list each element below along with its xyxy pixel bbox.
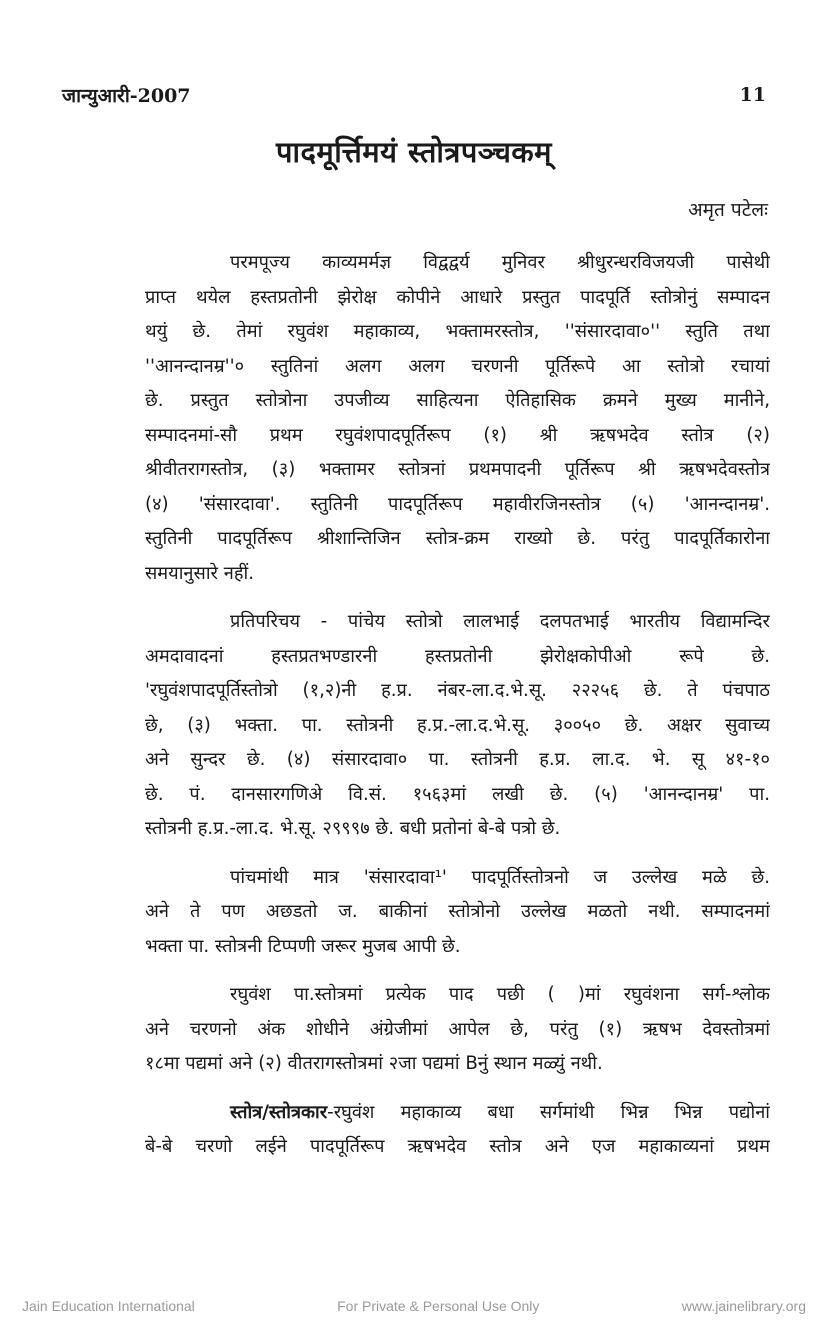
text-line	[60, 1096, 770, 1131]
section-lead-heading: स्तोत्र/स्तोत्रकार	[230, 1101, 328, 1123]
text-line: प्रतिपरिचय - पांचेय स्तोत्रो लालभाई दलपतभाई भारतीय विद्यामन्दिर	[230, 611, 770, 632]
author-name: अमृत पटेलः	[688, 199, 768, 221]
paragraph-raghuvamsha-notes	[60, 978, 770, 1082]
page-number: 11	[739, 84, 766, 106]
paragraph-stotra-authors	[60, 1096, 770, 1165]
text-line: अने सुन्दर छे. (४) संसारदावा० पा. स्तोत्रनी ह.प्र. ला.द. भे. सू ४१-१०	[145, 749, 770, 770]
text-line: स्तोत्रनी ह.प्र.-ला.द. भे.सू. २९९९७ छे. बधी प्रतोनां बे-बे पत्रो छे.	[145, 818, 561, 839]
paragraph-references	[60, 861, 770, 965]
article-body	[60, 246, 770, 1165]
footer-publisher: Jain Education International	[22, 1298, 195, 1314]
article-title: पादमूर्त्तिमयं स्तोत्रपञ्चकम्	[276, 135, 552, 169]
text-line: १८मा पद्यमां अने (२) वीतरागस्तोत्रमां २जा पद्यमां Bनुं स्थान मळ्युं नथी.	[145, 1053, 603, 1074]
text-line: (४) 'संसारदावा'. स्तुतिनी पादपूर्तिरूप महावीरजिनस्तोत्र (५) 'आनन्दानम्र'.	[145, 493, 770, 515]
footer-website: www.jainelibrary.org	[681, 1298, 806, 1314]
text-line: स्तुतिनी पादपूर्तिरूप श्रीशान्तिजिन स्तोत्र-क्रम राख्यो छे. परंतु पादपूर्तिकारोना	[145, 528, 770, 549]
text-line: छे. पं. दानसारगणिअे वि.सं. १५६३मां लखी छे. (५) 'आनन्दानम्र' पा.	[145, 783, 770, 805]
text-line: अने ते पण अछडतो ज. बाकीनां स्तोत्रोनो उल्लेख मळतो नथी. सम्पादनमां	[145, 901, 770, 922]
text-line: छे. प्रस्तुत स्तोत्रोना उपजीव्य साहित्यना ऐतिहासिक क्रमने मुख्य मानीने,	[145, 390, 770, 411]
page-footer	[22, 1298, 806, 1314]
footer-usage-note: For Private & Personal Use Only	[337, 1298, 540, 1314]
text-line: थयुं छे. तेमां रघुवंश महाकाव्य, भक्तामरस्तोत्र, ''संसारदावा०'' स्तुति तथा	[145, 321, 770, 342]
text-line: परमपूज्य काव्यमर्मज्ञ विद्वद्वर्य मुनिवर श्रीधुरन्धरविजयजी पासेथी	[230, 252, 770, 273]
text-line: बे-बे चरणो लईने पादपूर्तिरूप ऋषभदेव स्तोत्र अने एज महाकाव्यनां प्रथम	[145, 1136, 770, 1157]
text-line: प्राप्त थयेल हस्तप्रतोनी झेरोक्ष कोपीने आधारे प्रस्तुत पादपूर्ति स्तोत्रोनुं सम्पादन	[145, 286, 770, 308]
text-line: सम्पादनमां-सौ प्रथम रघुवंशपादपूर्तिरूप (१) श्री ऋषभदेव स्तोत्र (२)	[145, 424, 770, 446]
text-line: श्रीवीतरागस्तोत्र, (३) भक्तामर स्तोत्रनां प्रथमपादनी पूर्तिरूप श्री ऋषभदेवस्तोत्र	[145, 459, 770, 480]
text-line: 'रघुवंशपादपूर्तिस्तोत्रो (१,२)नी ह.प्र. नंबर-ला.द.भे.सू. २२२५६ छे. ते पंचपाठ	[145, 680, 770, 701]
text-fragment: -रघुवंश महाकाव्य बधा सर्गमांथी भिन्न भिन्न पद्योनां	[327, 1101, 770, 1123]
text-line: ''आनन्दानम्र''० स्तुतिनां अलग अलग चरणनी पूर्तिरूपे आ स्तोत्रो रचायां	[145, 355, 770, 377]
issue-date: जान्युआरी-2007	[62, 85, 191, 107]
text-line: छे, (३) भक्ता. पा. स्तोत्रनी ह.प्र.-ला.द.भे.सू. ३००५० छे. अक्षर सुवाच्य	[145, 714, 770, 736]
text-line: समयानुसारे नहीं.	[145, 562, 254, 584]
paragraph-manuscript-info	[60, 605, 770, 847]
text-line: अने चरणनो अंक शोधीने अंग्रेजीमां आपेल छे, परंतु (१) ऋषभ देवस्तोत्रमां	[145, 1018, 770, 1040]
page-header	[62, 80, 766, 110]
text-line: रघुवंश पा.स्तोत्रमां प्रत्येक पाद पछी ( )मां रघुवंशना सर्ग-श्लोक	[230, 984, 770, 1005]
paragraph-intro	[60, 246, 770, 591]
text-line: भक्ता पा. स्तोत्रनी टिप्पणी जरूर मुजब आपी छे.	[145, 935, 461, 957]
text-line: अमदावादनां हस्तप्रतभण्डारनी हस्तप्रतोनी झेरोक्षकोपीओ रूपे छे.	[145, 645, 770, 667]
text-line: पांचमांथी मात्र 'संसारदावा¹' पादपूर्तिस्तोत्रनो ज उल्लेख मळे छे.	[230, 866, 770, 888]
